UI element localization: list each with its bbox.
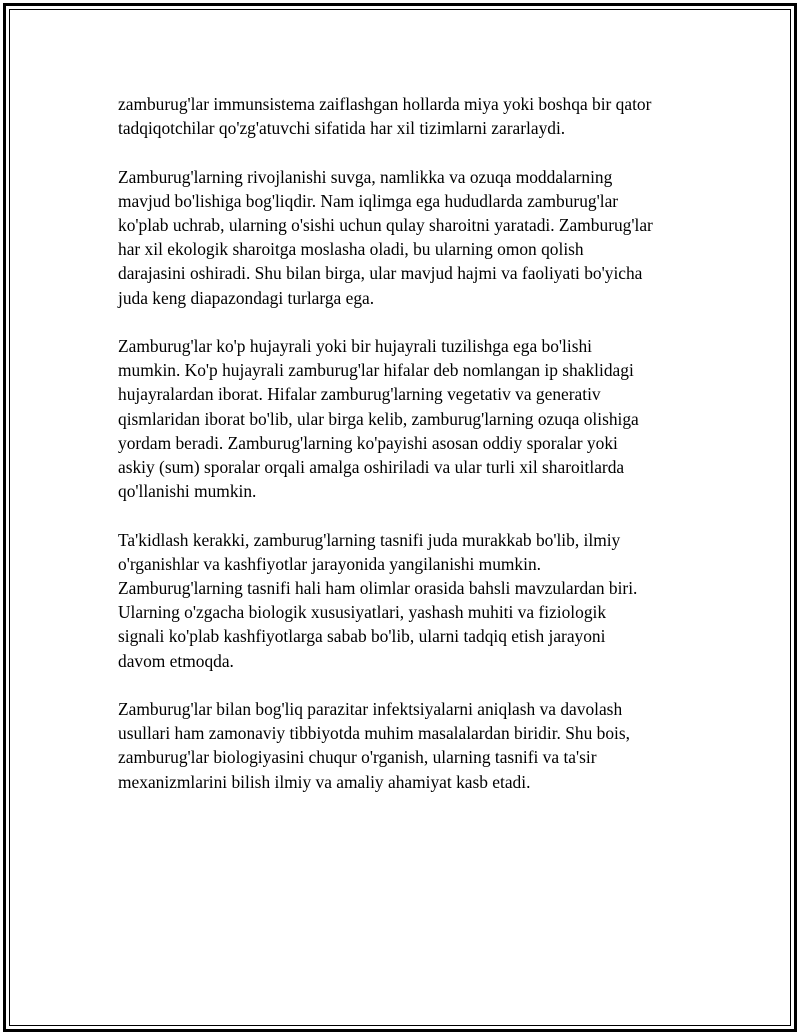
text-line: signali ko'plab kashfiyotlarga sabab bo'lib, ularni tadqiq etish jarayoni	[118, 626, 606, 647]
paragraph-2	[118, 165, 698, 310]
text-line: mavjud bo'lishiga bog'liqdir. Nam iqlimga ega hududlarda zamburug'lar	[118, 190, 619, 211]
text-line: juda keng diapazondagi turlarga ega.	[118, 287, 375, 308]
text-line: Zamburug'lar bilan bog'liq parazitar infektsiyalarni aniqlash va davolash	[118, 699, 623, 720]
text-line: yordam beradi. Zamburug'larning ko'payishi asosan oddiy sporalar yoki	[118, 432, 618, 453]
text-line: Zamburug'larning rivojlanishi suvga, namlikka va ozuqa moddalarning	[118, 166, 613, 187]
text-line: zamburug'lar biologiyasini chuqur o'rganish, ularning tasnifi va ta'sir	[118, 747, 597, 768]
text-line: Zamburug'larning tasnifi hali ham olimlar orasida bahsli mavzulardan biri.	[118, 578, 638, 599]
text-line: mumkin. Ko'p hujayrali zamburug'lar hifalar deb nomlangan ip shaklidagi	[118, 360, 634, 381]
text-line: zamburug'lar immunsistema zaiflashgan hollarda miya yoki boshqa bir qator	[118, 94, 652, 114]
text-line: o'rganishlar va kashfiyotlar jarayonida yangilanishi mumkin.	[118, 553, 541, 574]
paragraph-3	[118, 334, 698, 503]
text-line: qo'llanishi mumkin.	[118, 481, 257, 502]
text-line: usullari ham zamonaviy tibbiyotda muhim masalalardan biridir. Shu bois,	[118, 723, 630, 744]
paragraph-4	[118, 528, 698, 673]
document-body	[118, 92, 698, 818]
text-line: davom etmoqda.	[118, 650, 234, 671]
paragraph-1	[118, 92, 698, 140]
text-line: Ta'kidlash kerakki, zamburug'larning tasnifi juda murakkab bo'lib, ilmiy	[118, 529, 621, 550]
text-line: Ularning o'zgacha biologik xususiyatlari, yashash muhiti va fiziologik	[118, 602, 607, 623]
text-line: darajasini oshiradi. Shu bilan birga, ular mavjud hajmi va faoliyati bo'yicha	[118, 263, 643, 284]
text-line: har xil ekologik sharoitga moslasha oladi, bu ularning omon qolish	[118, 239, 584, 260]
text-line: askiy (sum) sporalar orqali amalga oshiriladi va ular turli xil sharoitlarda	[118, 457, 625, 478]
text-line: tadqiqotchilar qo'zg'atuvchi sifatida har xil tizimlarni zararlaydi.	[118, 118, 566, 139]
text-line: ko'plab uchrab, ularning o'sishi uchun qulay sharoitni yaratadi. Zamburug'lar	[118, 215, 653, 235]
text-line: mexanizmlarini bilish ilmiy va amaliy ahamiyat kasb etadi.	[118, 771, 531, 792]
text-line: Zamburug'lar ko'p hujayrali yoki bir hujayrali tuzilishga ega bo'lishi	[118, 336, 593, 356]
text-line: qismlaridan iborat bo'lib, ular birga kelib, zamburug'larning ozuqa olishiga	[118, 408, 639, 429]
paragraph-5	[118, 697, 698, 794]
text-line: hujayralardan iborat. Hifalar zamburug'larning vegetativ va generativ	[118, 384, 601, 405]
